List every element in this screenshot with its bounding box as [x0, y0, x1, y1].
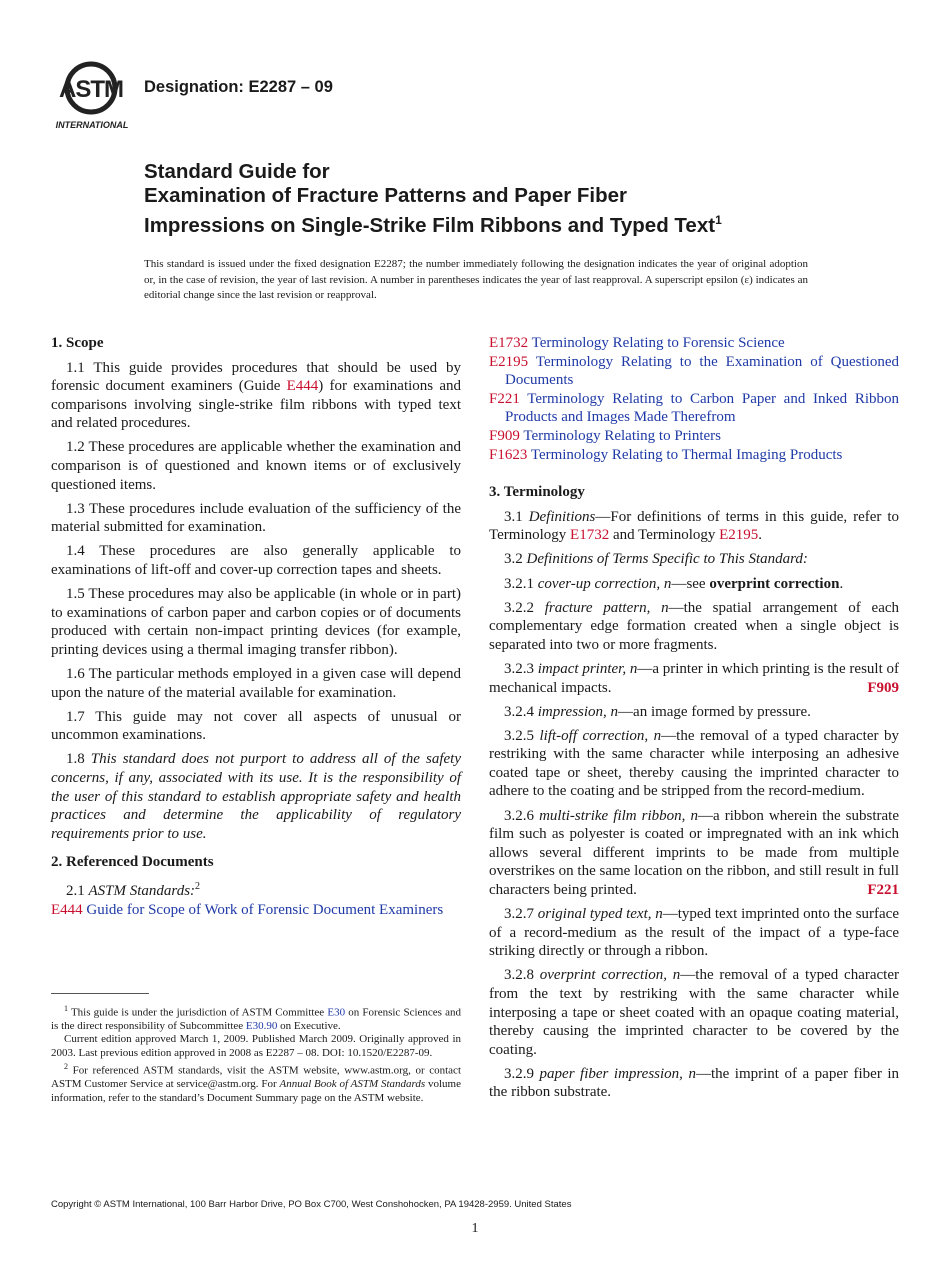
copyright-footer: Copyright © ASTM International, 100 Barr Harbor Drive, PO Box C700, West Conshohocken, PA 19428-2959. United States [51, 1199, 572, 1210]
term-3-2-1: 3.2.1 cover-up correction, n—see overprint correction. [504, 575, 844, 592]
intro-paragraph: This standard is issued under the fixed designation E2287; the number immediately following the designation indicates the year of original adoption or, in the case of revision, the year of last revision. A number in parentheses indicates the year of last reapproval. A superscript epsilon (ε) indicates an editorial change since the last revision or reapproval. [144, 258, 808, 301]
astm-standards-label: 2.1 ASTM Standards:$^2$ [66, 880, 201, 899]
scope-1-6: 1.6 The particular methods employed in a given case will depend upon the nature of the material available for examination. [51, 666, 461, 701]
designation-text: Designation: E2287 – 09 [144, 78, 333, 96]
ref-title[interactable]: Terminology Relating to Printers [523, 427, 722, 444]
ref-code[interactable]: E1732 [489, 335, 529, 351]
title-line-3 [144, 208, 904, 238]
ref-code[interactable]: F909 [489, 427, 520, 444]
scope-1-4: 1.4 These procedures are also generally applicable to examinations of lift-off and cover-up correction tapes and sheets. [51, 543, 461, 579]
scope-heading: 1. Scope [51, 335, 104, 351]
ref-item [489, 353, 899, 390]
term-3-2-6: 3.2.6 multi-strike film ribbon, n—a ribbon wherein the substrate film such as polyester is coated or impregnated with an ink which allows several different imprints to be made from multiple overstrikes on the same location on the ribbon, and still result in full characters being printed. F221 [489, 807, 899, 898]
title-footnote-mark[interactable]: 1 [715, 213, 722, 227]
astm-logo-icon [50, 58, 134, 132]
title-line-1: Standard Guide for [144, 160, 330, 183]
link-e2195[interactable]: E2195 [719, 527, 759, 544]
link-e30-90[interactable]: E30.90 [245, 1020, 278, 1033]
ref-title[interactable]: Guide for Scope of Work of Forensic Document Examiners [86, 901, 444, 918]
scope-1-7: 1.7 This guide may not cover all aspects of unusual or uncommon examinations. [51, 708, 461, 744]
footnote-divider [51, 993, 149, 994]
term-3-2-7: 3.2.7 original typed text, n—typed text imprinted onto the surface of a record-medium as the result of the impact of a type-face striking directly or through a ribbon. [489, 906, 899, 960]
ref-code[interactable]: E444 [51, 901, 83, 918]
footnote-1-edition: Current edition approved March 1, 2009. Published March 2009. Originally approved in 2003. Last previous edition approved in 2008 as E2287 – 08. DOI: 10.1520/E2287-09. [51, 1033, 461, 1059]
term-3-1: 3.1 Definitions—For definitions of terms in this guide, refer to Terminology E1732 and Terminology E2195. [489, 508, 900, 544]
ref-item [489, 427, 899, 446]
ref-code[interactable]: E2195 [489, 353, 529, 370]
astm-logo [50, 58, 134, 132]
term-3-2-3: 3.2.3 impact printer, n—a printer in which printing is the result of mechanical impacts. F909 [489, 660, 899, 696]
svg-text:INTERNATIONAL: INTERNATIONAL [55, 120, 129, 130]
term-3-2-5: 3.2.5 lift-off correction, n—the removal of a typed character by restriking with the same character while interposing an adhesive coated tape or sheet, thereby causing the imprinted character to adhere to the coating and be stripped from the record-medium. [489, 727, 899, 800]
ref-title[interactable]: Terminology Relating to Carbon Paper and Inked Ribbon Products and Images Made Therefrom [505, 390, 899, 426]
ref-item [489, 334, 899, 353]
term-3-2-8: 3.2.8 overprint correction, n—the removal of a typed character from the text by restriking with the same character while interposing a tape or sheet coated with an opaque coating material, thereby causing the imprinted character to be covered by the coating. [489, 967, 899, 1058]
link-e30[interactable]: E30 [327, 1006, 346, 1019]
ref-item [51, 901, 461, 920]
ref-title[interactable]: Terminology Relating to Thermal Imaging Products [530, 446, 843, 463]
term-3-2-9: 3.2.9 paper fiber impression, n—the imprint of a paper fiber in the ribbon substrate. [489, 1065, 900, 1101]
term-source-code[interactable]: F221 [867, 881, 899, 898]
referenced-heading: 2. Referenced Documents [51, 854, 214, 871]
terminology-heading: 3. Terminology [489, 484, 585, 501]
ref-item [489, 446, 899, 465]
footnote-1: $^1$ This guide is under the jurisdiction of ASTM Committee E30 on Forensic Sciences and is the direct responsibility of Subcommittee E30.90 on Executive. [51, 1004, 461, 1033]
scope-1-2: 1.2 These procedures are applicable whether the examination and comparison is of questioned and known items or of exclusively questioned items. [51, 439, 461, 493]
ref-title[interactable]: Terminology Relating to the Examination of Questioned Documents [505, 353, 899, 389]
left-column [51, 334, 461, 919]
page-number: 1 [471, 1221, 479, 1236]
scope-1-1: 1.1 This guide provides procedures that should be used by forensic document examiners (Guide E444) for examinations and comparisons involving single-strike film ribbons with typed text and related procedures. [51, 359, 461, 432]
scope-1-3: 1.3 These procedures include evaluation of the sufficiency of the material submitted for examination. [51, 500, 461, 536]
title-line-2: Examination of Fracture Patterns and Paper Fiber [144, 184, 628, 207]
footnote-2: $^2$ For referenced ASTM standards, visit the ASTM website, www.astm.org, or contact ASTM Customer Service at service@astm.org. For Annual Book of ASTM Standards volume information, refer to the standard’s Document Summary page on the ASTM website. [51, 1062, 461, 1104]
scope-1-8: 1.8 This standard does not purport to address all of the safety concerns, if any, associated with its use. It is the responsibility of the user of this standard to establish appropriate safety and health practices and determine the applicability of regulatory requirements prior to use. [51, 751, 461, 842]
document-title [144, 160, 904, 238]
right-column [489, 334, 899, 1107]
ref-item [489, 390, 899, 427]
link-e1732[interactable]: E1732 [570, 527, 610, 544]
svg-text:ASTM: ASTM [59, 76, 123, 103]
ref-footnote-mark[interactable]: 2 [195, 880, 201, 892]
link-e444[interactable]: E444 [286, 378, 319, 395]
scope-1-5: 1.5 These procedures may also be applicable (in whole or in part) to examinations of carbon paper and carbon copies or of documents produced with certain non-impact printing devices (for example, printing devices using a thermal imaging transfer ribbon). [51, 586, 461, 658]
footnotes [51, 1002, 461, 1105]
term-source-code[interactable]: F909 [867, 679, 899, 696]
title-line-3-text: Impressions on Single-Strike Film Ribbons and Typed Text [144, 213, 716, 237]
ref-code[interactable]: F1623 [489, 446, 528, 463]
designation [144, 78, 333, 97]
ref-title[interactable]: Terminology Relating to Forensic Science [531, 335, 785, 351]
term-3-2-4: 3.2.4 impression, n—an image formed by pressure. [504, 703, 811, 720]
term-3-2: 3.2 Definitions of Terms Specific to This Standard: [504, 551, 808, 568]
ref-code[interactable]: F221 [489, 390, 520, 407]
term-3-2-2: 3.2.2 fracture pattern, n—the spatial arrangement of each complementary edge formation created when a single object is separated into two or more fragments. [489, 599, 900, 653]
